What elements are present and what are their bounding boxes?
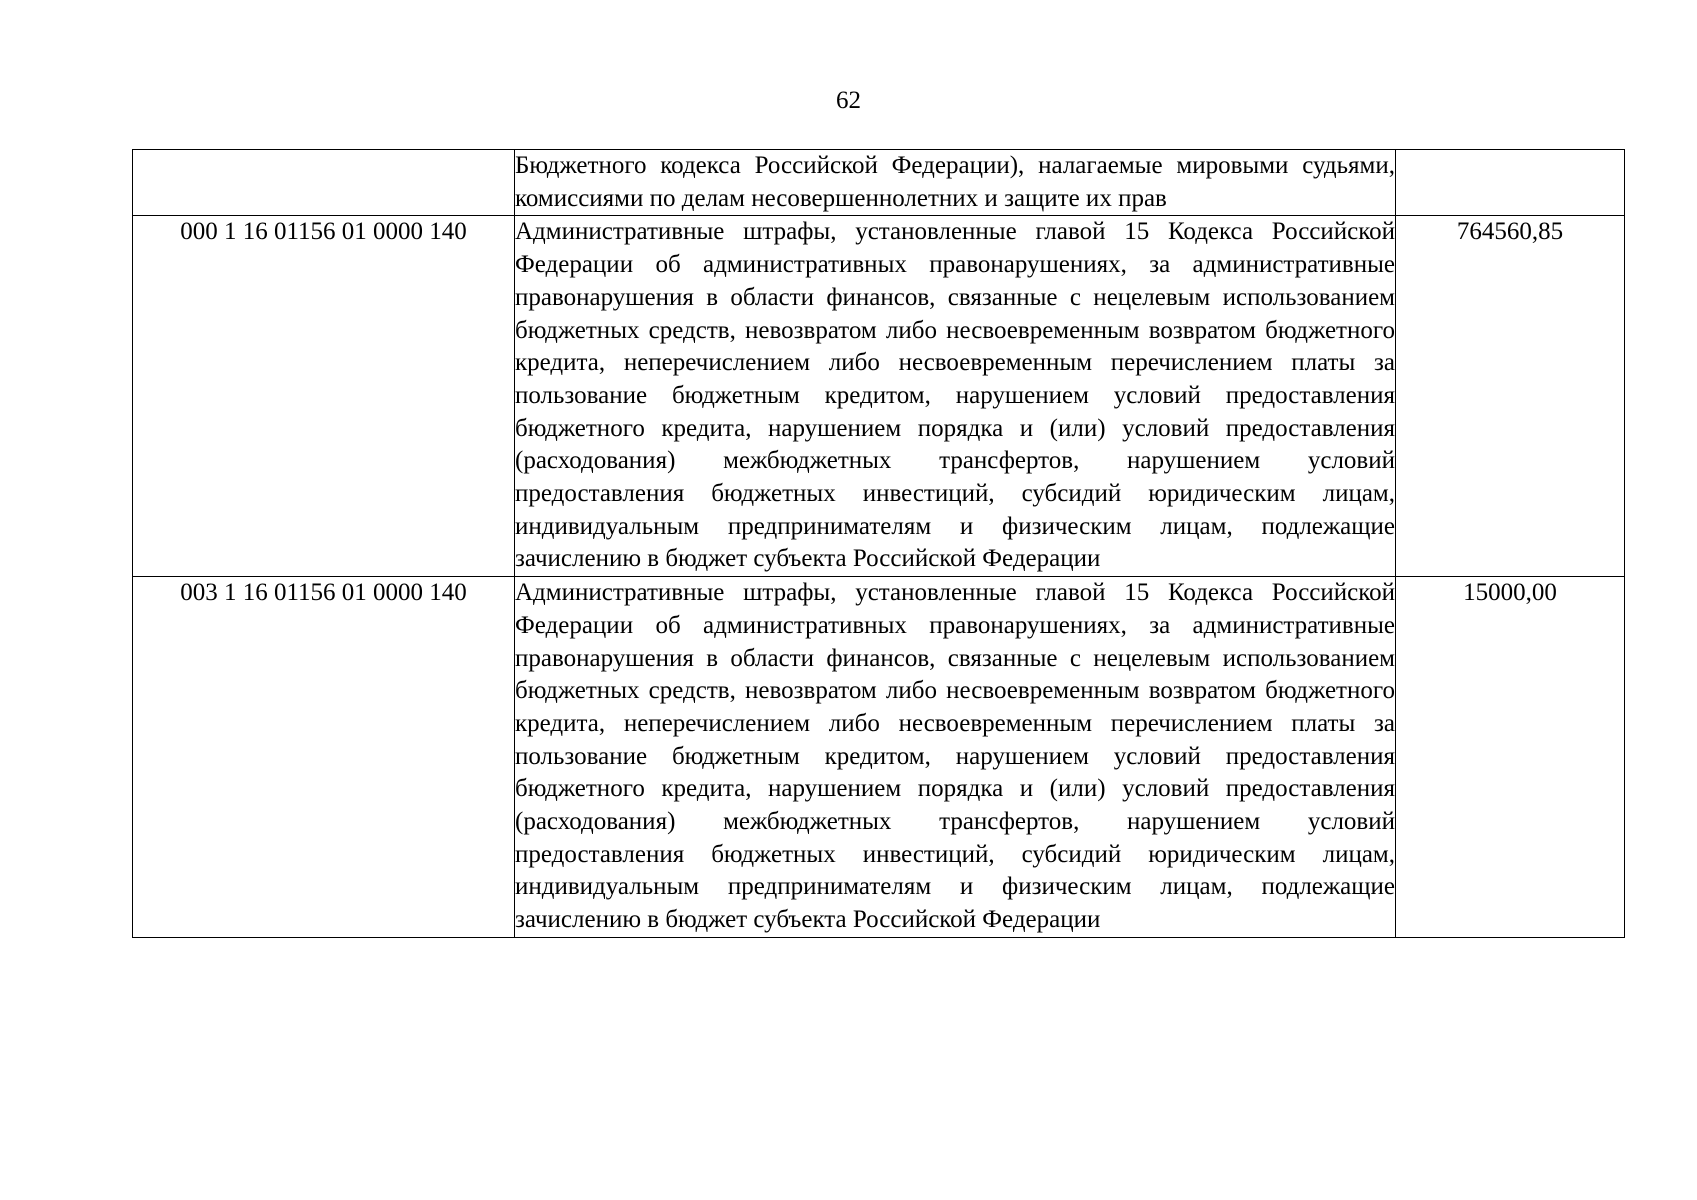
table-row — [133, 150, 1625, 216]
amount-cell — [1396, 150, 1625, 216]
amount-cell: 15000,00 — [1396, 577, 1625, 938]
table-row — [133, 577, 1625, 938]
description-cell: Бюджетного кодекса Российской Федерации), налагаемые мировыми судьями, комиссиями по делам несовершеннолетних и защите их прав — [515, 150, 1396, 216]
description-cell: Административные штрафы, установленные главой 15 Кодекса Российской Федерации об административных правонарушениях, за административные правонарушения в области финансов, связанные с нецелевым использованием бюджетных средств, невозвратом либо несвоевременным возвратом бюджетного кредита, неперечислением либо несвоевременным перечислением платы за пользование бюджетным кредитом, нарушением условий предоставления бюджетного кредита, нарушением порядка и (или) условий предоставления (расходования) межбюджетных трансфертов, нарушением условий предоставления бюджетных инвестиций, субсидий юридическим лицам, индивидуальным предпринимателям и физическим лицам, подлежащие зачислению в бюджет субъекта Российской Федерации — [515, 216, 1396, 577]
budget-code-cell: 003 1 16 01156 01 0000 140 — [133, 577, 515, 938]
budget-code-cell — [133, 150, 515, 216]
revenue-table — [132, 149, 1625, 938]
amount-cell: 764560,85 — [1396, 216, 1625, 577]
description-cell: Административные штрафы, установленные главой 15 Кодекса Российской Федерации об административных правонарушениях, за административные правонарушения в области финансов, связанные с нецелевым использованием бюджетных средств, невозвратом либо несвоевременным возвратом бюджетного кредита, неперечислением либо несвоевременным перечислением платы за пользование бюджетным кредитом, нарушением условий предоставления бюджетного кредита, нарушением порядка и (или) условий предоставления (расходования) межбюджетных трансфертов, нарушением условий предоставления бюджетных инвестиций, субсидий юридическим лицам, индивидуальным предпринимателям и физическим лицам, подлежащие зачислению в бюджет субъекта Российской Федерации — [515, 577, 1396, 938]
budget-code-cell: 000 1 16 01156 01 0000 140 — [133, 216, 515, 577]
table-row — [133, 216, 1625, 577]
page-number: 62 — [836, 87, 861, 114]
